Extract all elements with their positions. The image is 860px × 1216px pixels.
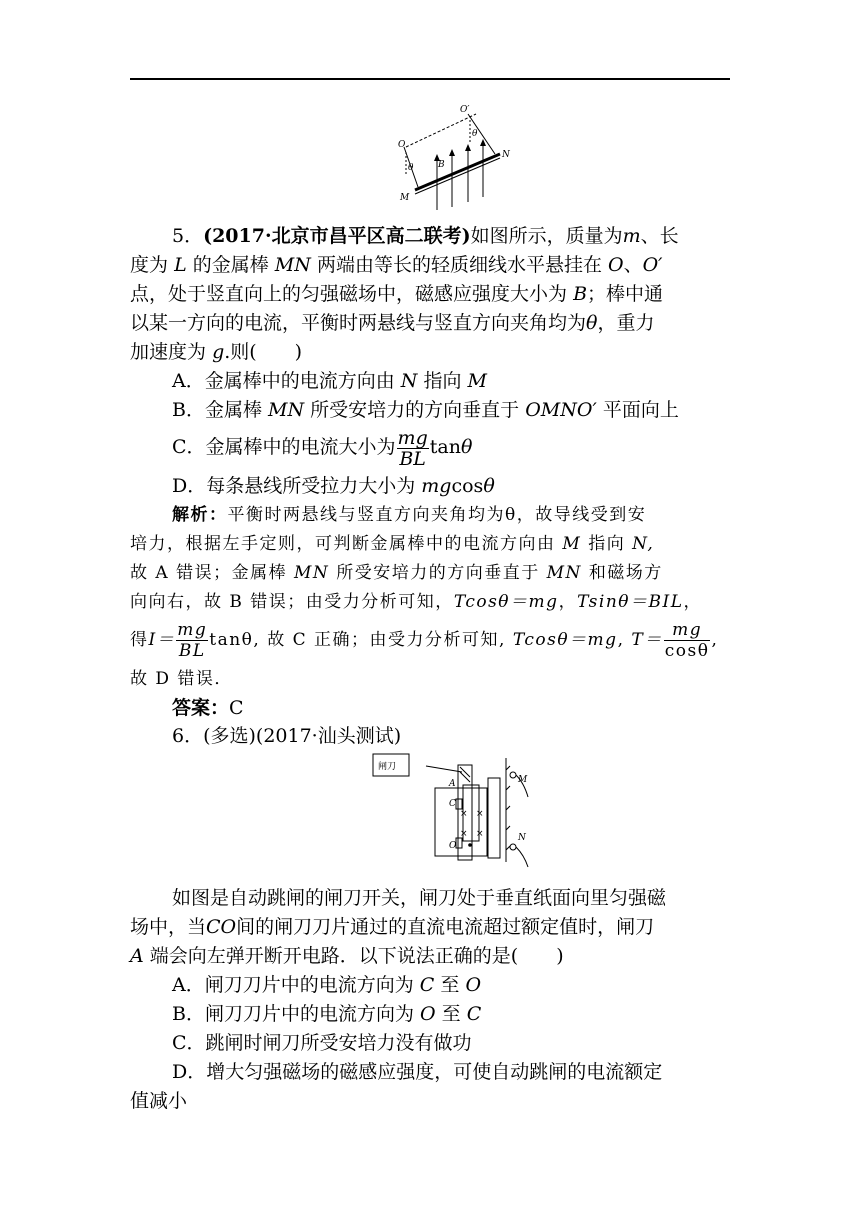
q6-option-b: B．闸刀刀片中的电流方向为 O 至 C xyxy=(172,1003,482,1025)
analysis5-line2: 培力，根据左手定则，可判断金属棒中的电流方向由 M 指向 N, xyxy=(130,534,655,554)
q5-option-d: D．每条悬线所受拉力大小为 mgcosθ xyxy=(172,475,495,497)
q5-line4: 以某一方向的电流，平衡时两悬线与竖直方向夹角均为θ，重力 xyxy=(130,312,655,334)
fig1-label-Oprime: O′ xyxy=(460,105,470,115)
header-rule xyxy=(130,78,730,80)
fig1-label-theta1: θ xyxy=(408,163,414,173)
analysis5-line6: 故 D 错误． xyxy=(130,669,233,689)
q6-heading: 6．(多选)(2017·汕头测试) xyxy=(172,725,402,747)
q6-option-d-line1: D．增大匀强磁场的磁感应强度，可使自动跳闸的电流额定 xyxy=(172,1061,663,1083)
fig1-label-M: M xyxy=(400,193,410,203)
fig2-label-A: A xyxy=(449,779,456,789)
q6-stem-line3: A 端会向左弹开断开电路．以下说法正确的是( ) xyxy=(130,945,564,967)
q5-option-a: A．金属棒中的电流方向由 N 指向 M xyxy=(172,370,487,392)
q5-line5: 加速度为 g.则( ) xyxy=(130,341,303,363)
q5-line1: 5．(2017·北京市昌平区高二联考)如图所示，质量为m、长 xyxy=(172,225,679,247)
q6-stem-line1: 如图是自动跳闸的闸刀开关，闸刀处于垂直纸面向里匀强磁 xyxy=(172,887,667,909)
suspended-rod-figure xyxy=(390,102,520,218)
q5-option-b: B．金属棒 MN 所受安培力的方向垂直于 OMNO′ 平面向上 xyxy=(172,399,679,421)
analysis5-line5: 得I＝ $\frac{mg}{BL}$ tanθ, 故 C 正确；由受力分析可知, Tcosθ＝mg, T＝ $\frac{mg}{\cos\theta}$ , xyxy=(130,620,719,661)
svg-text:×: × xyxy=(460,809,468,819)
fig2-label-box: 闸刀 xyxy=(378,762,397,772)
q6-stem-line2: 场中，当CO间的闸刀刀片通过的直流电流超过额定值时，闸刀 xyxy=(130,916,655,938)
fig1-label-N: N xyxy=(502,150,510,160)
q5-line3: 点，处于竖直向上的匀强磁场中，磁感应强度大小为 B；棒中通 xyxy=(130,283,664,305)
fig2-label-C: C xyxy=(449,799,456,809)
knife-switch-figure xyxy=(370,750,540,868)
svg-text:×: × xyxy=(460,829,468,839)
fig1-label-B: B xyxy=(438,160,445,170)
fig1-label-theta2: θ xyxy=(472,129,478,139)
fig2-label-N: N xyxy=(518,833,526,843)
q5-option-c: C．金属棒中的电流大小为 $\frac{mg}{BL}$ tanθ xyxy=(172,426,473,470)
svg-text:×: × xyxy=(476,809,484,819)
svg-text:×: × xyxy=(476,829,484,839)
analysis5-line4: 向向右，故 B 错误；由受力分析可知，Tcosθ＝mg，Tsinθ＝BIL， xyxy=(130,592,703,612)
answer5: 答案：C xyxy=(172,697,244,719)
fig1-label-O: O xyxy=(398,140,406,150)
analysis5-line3: 故 A 错误；金属棒 MN 所受安培力的方向垂直于 MN 和磁场方 xyxy=(130,563,663,583)
q6-option-c: C．跳闸时闸刀所受安培力没有做功 xyxy=(172,1032,472,1054)
q6-option-a: A．闸刀刀片中的电流方向为 C 至 O xyxy=(172,974,482,996)
analysis5-line1: 解析：平衡时两悬线与竖直方向夹角均为θ，故导线受到安 xyxy=(172,505,647,525)
fig2-label-O: O xyxy=(449,841,457,851)
q6-option-d-line2: 值减小 xyxy=(130,1090,188,1112)
fig2-label-M: M xyxy=(518,775,528,785)
q5-line2: 度为 L 的金属棒 MN 两端由等长的轻质细线水平悬挂在 O、O′ xyxy=(130,254,663,276)
